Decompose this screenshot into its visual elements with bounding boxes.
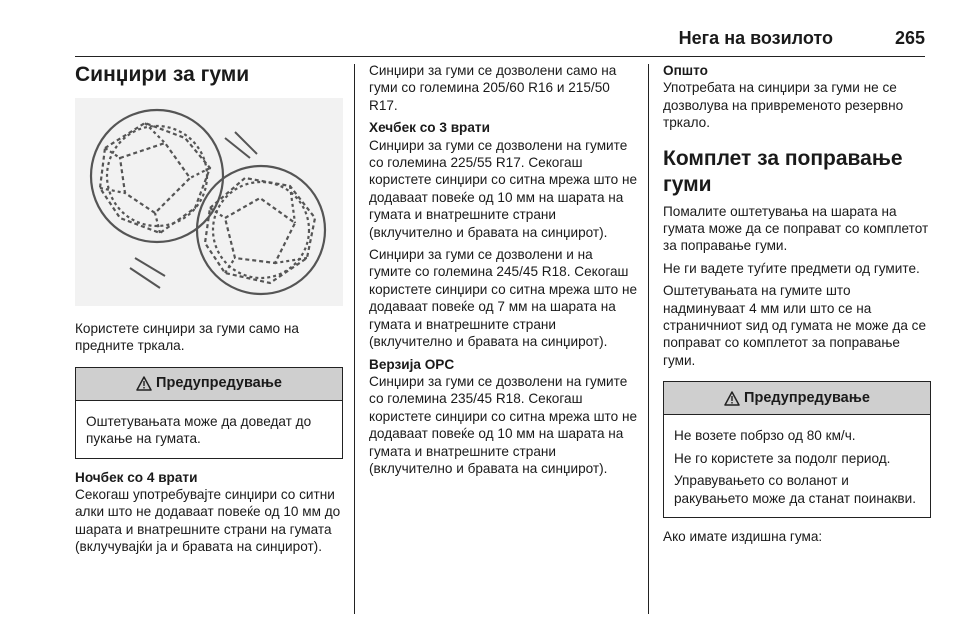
warning-box: [663, 381, 931, 518]
warning-line-speed: Не возете побрзо од 80 км/ч.: [674, 428, 856, 444]
subheading-opc: Верзија OPC: [369, 356, 455, 372]
warning-box: [75, 367, 343, 459]
warning-title: Предупредување: [744, 389, 870, 406]
running-title: Нега на возилото: [678, 28, 833, 48]
hatchback-paragraph-1: Синџири за гуми се дозволени на гумите со големина 225/55 R17. Секогаш користете синџири со ситна мрежа што не додаваат повеќе од 10 мм на шарата на гумата и внатрешните страни (вклучително и бравата на синџирот).: [369, 137, 638, 240]
section-title-tire-chains: Синџири за гуми: [75, 63, 250, 86]
column-3: [663, 62, 931, 545]
subheading-notchback: Ночбек со 4 врати: [75, 469, 198, 485]
warning-title: Предупредување: [156, 375, 282, 392]
warning-line-duration: Не го користете за подолг период.: [674, 450, 891, 466]
opc-paragraph: Синџири за гуми се дозволени на гумите со големина 235/45 R18. Секогаш користете синџири со ситна мрежа што не додаваат повеќе од 10 мм на шарата на гумата и внатрешните страни (вклучително и бравата на синџирот).: [369, 373, 638, 476]
column-1: [75, 62, 343, 556]
subheading-general: Општо: [663, 63, 708, 78]
tire-chains-illustration: [75, 98, 343, 306]
warning-text: Оштетувањата може да доведат до пукање на гумата.: [86, 413, 312, 447]
general-paragraph: Употребата на синџири за гуми не се дозволува на привременото резервно тркало.: [663, 80, 904, 131]
column-divider: [354, 64, 355, 614]
warning-line-handling: Управувањето со воланот и ракувањето може да станат поинакви.: [674, 473, 916, 506]
repair-paragraph-1: Помалите оштетувања на шарата на гумата може да се поправат со комплетот за поправање гуми.: [663, 203, 929, 254]
page-header: [75, 20, 925, 57]
subheading-hatchback-3door: Хечбек со 3 врати: [369, 120, 490, 136]
hatchback-paragraph-2: Синџири за гуми се дозволени и на гумите со големина 245/45 R18. Секогаш користете синџири со ситна мрежа што не додаваат повеќе од 7 мм на шарата на гумата и внатрешните страни (вклучително и бравата на синџирот).: [369, 247, 638, 350]
intro-paragraph: Користете синџири за гуми само на предните тркала.: [75, 321, 299, 354]
repair-paragraph-2: Не ги вадете туѓите предмети од гумите.: [663, 260, 920, 276]
warning-icon: [724, 391, 740, 406]
flat-tire-paragraph: Ако имате издишна гума:: [663, 528, 823, 544]
warning-header: [664, 382, 930, 415]
warning-icon: [136, 376, 152, 391]
page-number: 265: [894, 28, 925, 48]
warning-header: [76, 368, 342, 401]
column-divider: [648, 64, 649, 614]
allowed-sizes-paragraph: Синџири за гуми се дозволени само на гуми со големина 205/60 R16 и 215/50 R17.: [369, 63, 617, 113]
column-2: [369, 62, 637, 477]
repair-paragraph-3: Оштетувањата на гумите што надминуваат 4 мм или што се на страничниот ѕид од гумата не може да се поправат со комплетот за поправање гуми.: [663, 283, 927, 368]
section-title-repair-kit: Комплет за поправање гуми: [663, 146, 903, 196]
notchback-paragraph: Секогаш употребувајте синџири со ситни алки што не додаваат повеќе од 10 мм до шарата и внатрешните страни на гумата (вклучувајќи ја и бравата на синџирот).: [75, 487, 341, 555]
